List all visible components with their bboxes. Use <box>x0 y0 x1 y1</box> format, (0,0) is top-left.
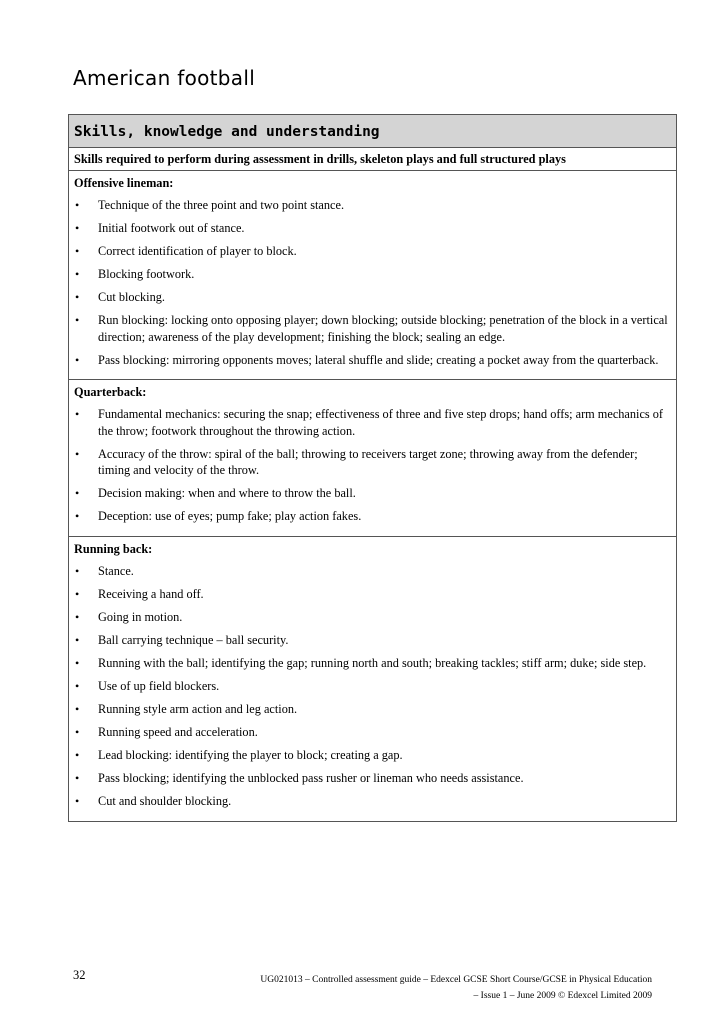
bullet-icon: • <box>75 290 80 305</box>
bullet-icon: • <box>75 221 80 236</box>
bullet-icon: • <box>75 609 80 624</box>
list-item <box>74 586 672 603</box>
list-item <box>74 485 672 502</box>
list-item <box>74 446 672 479</box>
list-item <box>74 701 672 718</box>
table-subheader: Skills required to perform during assessment in drills, skeleton plays and full structured plays <box>69 148 676 171</box>
section-title: Offensive lineman: <box>74 176 174 190</box>
skills-table <box>68 114 677 822</box>
list-item <box>74 678 672 695</box>
section-title: Running back: <box>74 541 153 556</box>
list-item <box>74 655 672 672</box>
list-item-text: Correct identification of player to block. <box>98 244 297 259</box>
page-number: 32 <box>73 968 86 982</box>
list-item-text: Receiving a hand off. <box>98 586 204 601</box>
bullet-icon: • <box>75 679 80 693</box>
list-item-text: Initial footwork out of stance. <box>98 221 245 236</box>
bullet-icon: • <box>75 655 80 670</box>
bullet-icon: • <box>75 486 80 501</box>
list-item <box>74 352 672 369</box>
table-section <box>69 537 676 821</box>
bullet-icon: • <box>75 313 80 328</box>
bullet-icon: • <box>75 509 80 524</box>
list-item <box>74 220 672 237</box>
bullet-icon: • <box>75 267 80 282</box>
list-item <box>74 289 672 306</box>
list-item-text: Blocking footwork. <box>98 267 195 282</box>
list-item <box>74 724 672 741</box>
bullet-icon: • <box>75 771 80 786</box>
bullet-icon: • <box>75 748 80 763</box>
bullet-icon: • <box>75 563 80 578</box>
skill-list <box>74 197 672 369</box>
bullet-icon: • <box>75 446 80 461</box>
list-item <box>74 312 672 345</box>
list-item <box>74 793 672 810</box>
list-item <box>74 563 672 580</box>
list-item-text: Ball carrying technique – ball security. <box>98 632 289 647</box>
section-title: Quarterback: <box>74 385 147 400</box>
list-item-text: Decision making: when and where to throw the ball. <box>98 486 356 501</box>
bullet-icon: • <box>75 632 80 647</box>
table-section <box>69 171 676 380</box>
list-item-text: Accuracy of the throw: spiral of the ball; throwing to receivers target zone; throwing away from the defender; timing and velocity of the throw. <box>98 446 638 478</box>
list-item <box>74 632 672 649</box>
list-item <box>74 243 672 260</box>
list-item-text: Use of up field blockers. <box>98 679 220 693</box>
footer-reference: UG021013 – Controlled assessment guide – Edexcel GCSE Short Course/GCSE in Physical Education <box>260 975 652 985</box>
list-item-text: Stance. <box>98 563 134 578</box>
list-item-text: Run blocking: locking onto opposing player; down blocking; outside blocking; penetration of the block in a vertical direction; awareness of the play development; finishing the block; sealing an edge. <box>98 313 668 344</box>
list-item-text: Pass blocking; identifying the unblocked pass rusher or lineman who needs assistance. <box>98 771 524 786</box>
list-item <box>74 609 672 626</box>
bullet-icon: • <box>75 794 80 809</box>
table-header: Skills, knowledge and understanding <box>69 115 676 148</box>
skill-list <box>74 563 672 810</box>
bullet-icon: • <box>75 702 80 717</box>
list-item-text: Cut blocking. <box>98 290 165 305</box>
list-item <box>74 508 672 525</box>
list-item <box>74 197 672 214</box>
list-item-text: Technique of the three point and two point stance. <box>98 198 345 212</box>
table-section <box>69 380 676 536</box>
list-item-text: Running speed and acceleration. <box>98 725 258 740</box>
list-item-text: Running style arm action and leg action. <box>98 702 298 717</box>
list-item-text: Going in motion. <box>98 609 183 624</box>
list-item-text: Pass blocking: mirroring opponents moves; lateral shuffle and slide; creating a pocket away from the quarterback. <box>98 353 659 368</box>
page-title: American football <box>73 66 256 90</box>
list-item-text: Running with the ball; identifying the gap; running north and south; breaking tackles; stiff arm; duke; side step. <box>98 655 647 670</box>
footer-issue: – Issue 1 – June 2009 © Edexcel Limited 2009 <box>473 991 652 1001</box>
bullet-icon: • <box>75 586 80 601</box>
bullet-icon: • <box>75 725 80 740</box>
list-item <box>74 406 672 439</box>
bullet-icon: • <box>75 244 80 259</box>
list-item-text: Cut and shoulder blocking. <box>98 794 232 809</box>
skill-list <box>74 406 672 525</box>
bullet-icon: • <box>75 407 80 422</box>
list-item <box>74 747 672 764</box>
list-item <box>74 770 672 787</box>
list-item-text: Fundamental mechanics: securing the snap; effectiveness of three and five step drops; hand offs; arm mechanics of the throw; footwork throughout the throwing action. <box>98 407 664 438</box>
table-sections <box>69 171 676 821</box>
bullet-icon: • <box>75 198 80 212</box>
bullet-icon: • <box>75 353 80 368</box>
list-item-text: Lead blocking: identifying the player to block; creating a gap. <box>98 748 403 763</box>
list-item-text: Deception: use of eyes; pump fake; play action fakes. <box>98 509 362 524</box>
list-item <box>74 266 672 283</box>
